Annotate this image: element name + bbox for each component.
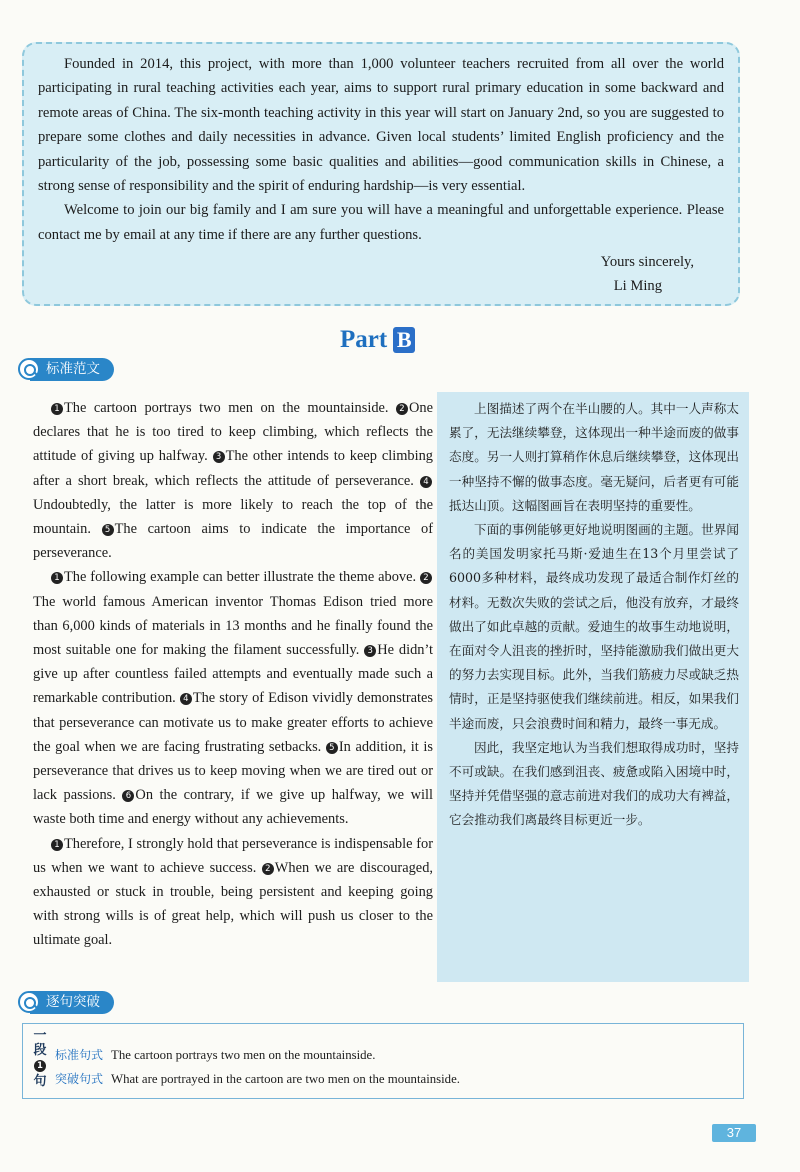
sentence: When we are discouraged, exhausted or stuck in trouble, being persistent and keeping going with strong wills is of great help, which will push us closer to the ultimate goal. [33, 859, 433, 949]
sentence: The world famous American inventor Thomas Edison tried more than 6,000 kinds of materials in 13 months and he finally found the most suitable one for making the filament successfully. [33, 593, 433, 659]
sentence-number: 3 [213, 451, 225, 463]
sentence: The following example can better illustrate the theme above. [64, 569, 420, 586]
section-tag-model-essay [18, 357, 114, 381]
sentence-number: 4 [420, 476, 432, 488]
magnifier-icon [18, 991, 40, 1013]
english-paragraph-1 [33, 396, 433, 565]
english-essay [33, 396, 433, 953]
english-paragraph-3 [33, 832, 433, 953]
sentence-number: 2 [396, 403, 408, 415]
sentence: In addition, it is perseverance that drives us to keep moving when we are tired out or lack passions. [33, 738, 433, 804]
sentence-number: 1 [51, 403, 63, 415]
chinese-paragraph-1: 上图描述了两个在半山腰的人。其中一人声称太累了，无法继续攀登，这体现出一种半途而废的做事态度。另一人则打算稍作休息后继续攀登，这体现出一种坚持不懈的做事态度。毫无疑问，后者更有可能抵达山顶。这幅图画旨在表明坚持的重要性。 [449, 401, 739, 513]
breakdown-row-breakthrough [55, 1070, 460, 1087]
chinese-paragraph-3: 因此，我坚定地认为当我们想取得成功时，坚持不可或缺。在我们感到沮丧、疲惫或陷入困境中时，坚持并凭借坚强的意志前进对我们的成功大有裨益，它会推动我们离最终目标更近一步。 [449, 739, 739, 828]
part-heading [340, 326, 415, 354]
page-number: 37 [712, 1124, 756, 1142]
sentence-number: 5 [102, 524, 114, 536]
sentence: Therefore, I strongly hold that perseverance is indispensable for us when we want to achieve success. [33, 835, 433, 876]
sentence: One declares that he is too tired to keep climbing, which reflects the attitude of giving up halfway. [33, 400, 433, 465]
section-tag-label: 标准范文 [30, 358, 114, 381]
sentence: He didn’t give up after countless failed attempts and eventually made such a remarkable contribution. [33, 642, 433, 707]
part-word: Part [340, 326, 388, 353]
magnifier-icon [18, 358, 40, 380]
breakdown-kind: 标准句式 [55, 1048, 104, 1062]
letter-closing: Yours sincerely, [600, 254, 694, 270]
sentence-number: 1 [34, 1060, 46, 1072]
letter-paragraph-2: Welcome to join our big family and I am sure you will have a meaningful and unforgettable experience. Please contact me by email at any time if there are any further questions. [38, 202, 724, 243]
sentence-number: 2 [262, 863, 274, 875]
section-tag-sentence-breakthrough [18, 990, 114, 1014]
sentence-number: 5 [326, 742, 338, 754]
label-char: 段 [33, 1043, 47, 1058]
sentence-breakdown-box [22, 1023, 744, 1099]
label-char: 句 [33, 1074, 47, 1089]
letter-paragraph-1: Founded in 2014, this project, with more than 1,000 volunteer teachers recruited from all over the world participating in rural teaching activities each year, aims to support rural primary education in some backward and remote areas of China. The six-month teaching activity in this year will start on January 2nd, so you are suggested to prepare some clothes and daily necessities in advance. Given local students’ limited English proficiency and the particularity of the job, possessing some basic qualities and abilities—good communication skills in Chinese, a strong sense of responsibility and the spirit of enduring hardship—is very essential. [38, 56, 724, 195]
letter-signature: Li Ming [613, 278, 662, 294]
sentence-number: 1 [51, 839, 63, 851]
sentence: The cartoon portrays two men on the mountainside. [64, 400, 397, 416]
part-letter-badge: B [393, 327, 415, 353]
sentence: Undoubtedly, the latter is more likely to reach the top of the mountain. [33, 496, 433, 538]
english-paragraph-2 [33, 565, 433, 831]
breakdown-row-standard [55, 1046, 375, 1063]
sentence-number: 3 [364, 645, 376, 657]
breakdown-text: What are portrayed in the cartoon are two men on the mountainside. [111, 1072, 460, 1086]
sentence: On the contrary, if we give up halfway, we will waste both time and energy without any achievements. [33, 787, 433, 828]
sentence: The other intends to keep climbing after a short break, which reflects the attitude of perseverance. [33, 448, 433, 489]
sentence-number: 2 [420, 572, 432, 584]
section-tag-label: 逐句突破 [30, 991, 114, 1014]
label-char: 一 [33, 1028, 47, 1043]
sentence-number: 4 [180, 693, 192, 705]
chinese-translation [437, 392, 749, 982]
sentence-number: 1 [51, 572, 63, 584]
sentence-number: 6 [122, 790, 134, 802]
paragraph-sentence-label [32, 1028, 48, 1089]
sentence: The cartoon aims to indicate the importance of perseverance. [33, 521, 433, 562]
letter-box [22, 42, 740, 306]
breakdown-kind: 突破句式 [55, 1072, 104, 1086]
breakdown-text: The cartoon portrays two men on the mountainside. [111, 1048, 376, 1062]
sentence: The story of Edison vividly demonstrates that perseverance can motivate us to make greater efforts to achieve the goal when we are facing frustrating setbacks. [33, 690, 434, 755]
chinese-paragraph-2: 下面的事例能够更好地说明图画的主题。世界闻名的美国发明家托马斯·爱迪生在13个月里尝试了6000多种材料，最终成功发现了最适合制作灯丝的材料。无数次失败的尝试之后，他没有放弃，才最终做出了如此卓越的贡献。爱迪生的故事生动地说明，在面对令人沮丧的挫折时，坚持能激励我们做出更大的努力去实现目标。此外，当我们筋疲力尽或缺乏热情时，正是坚持驱使我们继续前进。相反，如果我们半途而废，只会浪费时间和精力，最终一事无成。 [449, 522, 739, 731]
